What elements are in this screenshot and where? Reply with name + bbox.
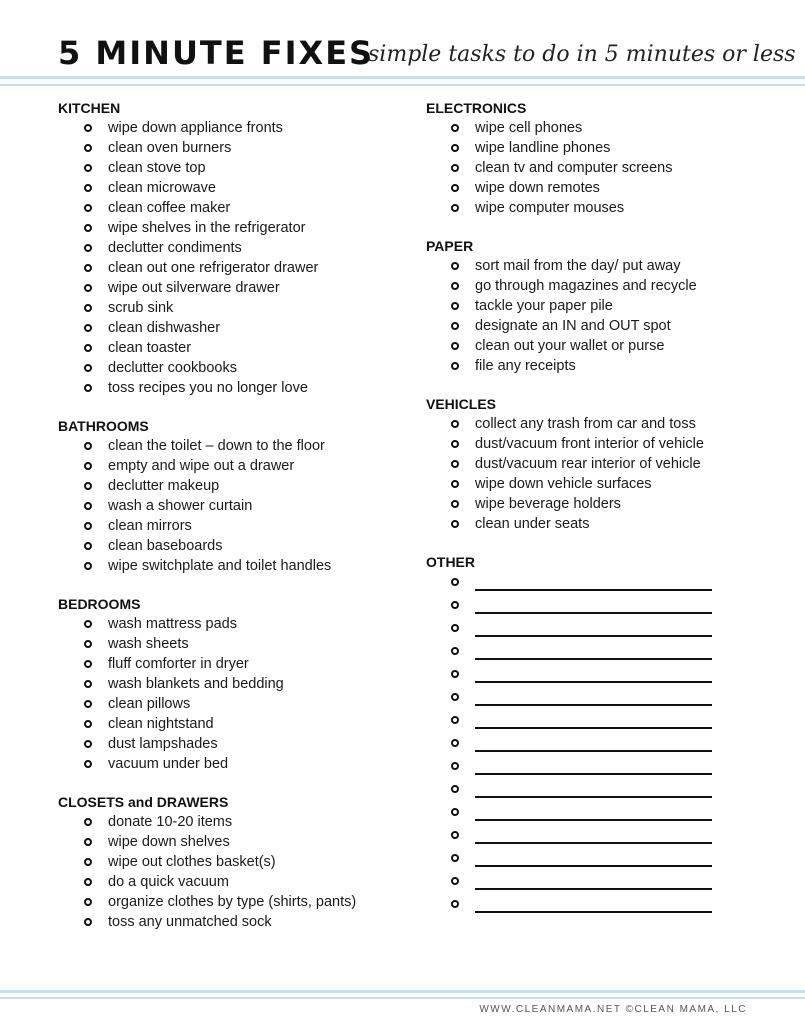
circle-bullet-icon	[84, 680, 92, 688]
checklist-item	[426, 336, 786, 356]
section-title: PAPER	[426, 238, 474, 254]
checklist-item-label: wipe switchplate and toilet handles	[108, 558, 332, 574]
write-in-line	[475, 773, 712, 775]
checklist-item-label: wipe landline phones	[475, 140, 611, 156]
circle-bullet-icon	[451, 808, 459, 816]
checklist-item-label: file any receipts	[475, 358, 576, 374]
checklist-item	[58, 496, 408, 516]
write-in-line	[475, 612, 712, 614]
checklist-item	[58, 892, 408, 912]
blank-entry	[426, 599, 786, 622]
checklist-item	[426, 356, 786, 376]
section-vehicles	[426, 394, 786, 534]
checklist-item-label: clean stove top	[108, 160, 206, 176]
circle-bullet-icon	[451, 624, 459, 632]
checklist-item	[58, 674, 408, 694]
circle-bullet-icon	[451, 302, 459, 310]
checklist-item-label: designate an IN and OUT spot	[475, 318, 671, 334]
checklist-item-label: sort mail from the day/ put away	[475, 258, 681, 274]
checklist-item	[58, 734, 408, 754]
circle-bullet-icon	[451, 440, 459, 448]
checklist-item	[58, 516, 408, 536]
checklist-item	[58, 832, 408, 852]
checklist-item-label: wipe down shelves	[108, 834, 230, 850]
circle-bullet-icon	[451, 184, 459, 192]
circle-bullet-icon	[451, 460, 459, 468]
circle-bullet-icon	[84, 384, 92, 392]
checklist-item-label: wipe out silverware drawer	[108, 280, 280, 296]
circle-bullet-icon	[84, 442, 92, 450]
checklist-item	[426, 296, 786, 316]
checklist-item-label: clean microwave	[108, 180, 216, 196]
checklist-item-label: declutter condiments	[108, 240, 242, 256]
circle-bullet-icon	[451, 164, 459, 172]
write-in-line	[475, 589, 712, 591]
header-rule-thin	[0, 84, 805, 86]
checklist-item	[58, 754, 408, 774]
circle-bullet-icon	[451, 520, 459, 528]
circle-bullet-icon	[84, 700, 92, 708]
circle-bullet-icon	[84, 244, 92, 252]
checklist-item	[58, 812, 408, 832]
blank-entry	[426, 829, 786, 852]
circle-bullet-icon	[84, 620, 92, 628]
circle-bullet-icon	[84, 224, 92, 232]
circle-bullet-icon	[84, 284, 92, 292]
checklist-item-label: wipe out clothes basket(s)	[108, 854, 276, 870]
checklist-item-label: wipe down vehicle surfaces	[475, 476, 652, 492]
circle-bullet-icon	[84, 482, 92, 490]
checklist-item	[58, 714, 408, 734]
blank-entry	[426, 852, 786, 875]
checklist-item	[426, 316, 786, 336]
footer-rule-thin	[0, 997, 805, 999]
checklist-item	[58, 178, 408, 198]
circle-bullet-icon	[84, 462, 92, 470]
checklist-item	[58, 298, 408, 318]
checklist-item	[58, 218, 408, 238]
circle-bullet-icon	[451, 342, 459, 350]
circle-bullet-icon	[84, 184, 92, 192]
circle-bullet-icon	[451, 480, 459, 488]
circle-bullet-icon	[451, 124, 459, 132]
circle-bullet-icon	[451, 854, 459, 862]
circle-bullet-icon	[84, 344, 92, 352]
circle-bullet-icon	[84, 858, 92, 866]
checklist-item	[58, 118, 408, 138]
circle-bullet-icon	[451, 362, 459, 370]
checklist-item	[426, 256, 786, 276]
checklist-item-label: wipe computer mouses	[475, 200, 625, 216]
circle-bullet-icon	[84, 364, 92, 372]
checklist-item-label: clean toaster	[108, 340, 192, 356]
checklist-item	[426, 434, 786, 454]
checklist-item-label: wash sheets	[108, 636, 189, 652]
checklist-item	[58, 476, 408, 496]
circle-bullet-icon	[451, 282, 459, 290]
checklist-item	[58, 456, 408, 476]
checklist-item	[58, 614, 408, 634]
checklist-item-label: wash mattress pads	[108, 616, 237, 632]
checklist-item	[426, 138, 786, 158]
checklist-item	[58, 338, 408, 358]
checklist-item-label: toss any unmatched sock	[108, 914, 272, 930]
checklist-item	[58, 258, 408, 278]
circle-bullet-icon	[451, 900, 459, 908]
section-bathrooms	[58, 416, 408, 576]
checklist-item	[426, 414, 786, 434]
checklist-item-label: dust/vacuum front interior of vehicle	[475, 436, 704, 452]
checklist-item-label: fluff comforter in dryer	[108, 656, 249, 672]
section-title: KITCHEN	[58, 100, 121, 116]
write-in-line	[475, 681, 712, 683]
checklist-item-label: clean baseboards	[108, 538, 223, 554]
checklist-item-label: wipe cell phones	[475, 120, 583, 136]
checklist-item	[58, 138, 408, 158]
checklist-item	[58, 634, 408, 654]
checklist-item	[426, 474, 786, 494]
checklist-item	[58, 318, 408, 338]
circle-bullet-icon	[84, 640, 92, 648]
write-in-line	[475, 865, 712, 867]
blank-entry	[426, 806, 786, 829]
circle-bullet-icon	[84, 918, 92, 926]
checklist-item	[58, 238, 408, 258]
checklist-item-label: clean out one refrigerator drawer	[108, 260, 319, 276]
circle-bullet-icon	[451, 500, 459, 508]
section-title: BEDROOMS	[58, 596, 141, 612]
checklist-item	[426, 494, 786, 514]
write-in-line	[475, 635, 712, 637]
blank-entry	[426, 737, 786, 760]
write-in-line	[475, 750, 712, 752]
section-title: OTHER	[426, 554, 475, 570]
checklist-item-label: clean under seats	[475, 516, 590, 532]
circle-bullet-icon	[84, 542, 92, 550]
checklist-item-label: toss recipes you no longer love	[108, 380, 308, 396]
checklist-item	[58, 872, 408, 892]
circle-bullet-icon	[451, 420, 459, 428]
checklist-item	[426, 514, 786, 534]
section-kitchen	[58, 98, 408, 398]
circle-bullet-icon	[451, 262, 459, 270]
checklist-item	[426, 118, 786, 138]
footer-credit: WWW.CLEANMAMA.NET ©CLEAN MAMA, LLC	[479, 1004, 747, 1015]
circle-bullet-icon	[84, 720, 92, 728]
page-subtitle: simple tasks to do in 5 minutes or less	[368, 42, 796, 67]
checklist-item-label: declutter makeup	[108, 478, 220, 494]
circle-bullet-icon	[451, 785, 459, 793]
checklist-item-label: organize clothes by type (shirts, pants)	[108, 894, 357, 910]
left-column	[58, 98, 408, 950]
circle-bullet-icon	[84, 760, 92, 768]
checklist-item-label: wipe beverage holders	[475, 496, 621, 512]
circle-bullet-icon	[451, 716, 459, 724]
checklist-item-label: wipe down remotes	[475, 180, 600, 196]
checklist-item-label: scrub sink	[108, 300, 174, 316]
checklist-item-label: clean oven burners	[108, 140, 232, 156]
checklist-item-label: dust lampshades	[108, 736, 218, 752]
checklist-item-label: declutter cookbooks	[108, 360, 237, 376]
circle-bullet-icon	[84, 878, 92, 886]
page-header	[0, 0, 805, 95]
circle-bullet-icon	[84, 264, 92, 272]
checklist-item-label: tackle your paper pile	[475, 298, 613, 314]
checklist-item-label: clean nightstand	[108, 716, 214, 732]
checklist-item	[58, 694, 408, 714]
section-paper	[426, 236, 786, 376]
circle-bullet-icon	[451, 670, 459, 678]
circle-bullet-icon	[84, 304, 92, 312]
checklist-item	[58, 556, 408, 576]
circle-bullet-icon	[451, 647, 459, 655]
blank-entry	[426, 576, 786, 599]
checklist-item-label: wash blankets and bedding	[108, 676, 284, 692]
blank-entry	[426, 668, 786, 691]
circle-bullet-icon	[84, 838, 92, 846]
circle-bullet-icon	[84, 502, 92, 510]
circle-bullet-icon	[84, 124, 92, 132]
section-other	[426, 552, 786, 921]
circle-bullet-icon	[451, 578, 459, 586]
checklist-item-label: donate 10-20 items	[108, 814, 233, 830]
checklist-item-label: clean pillows	[108, 696, 191, 712]
blank-entry	[426, 760, 786, 783]
circle-bullet-icon	[84, 204, 92, 212]
checklist-item	[58, 278, 408, 298]
checklist-item-label: dust/vacuum rear interior of vehicle	[475, 456, 701, 472]
checklist-item-label: do a quick vacuum	[108, 874, 229, 890]
circle-bullet-icon	[84, 660, 92, 668]
checklist-item	[58, 654, 408, 674]
circle-bullet-icon	[84, 522, 92, 530]
right-column	[426, 98, 786, 939]
circle-bullet-icon	[451, 877, 459, 885]
section-title: VEHICLES	[426, 396, 497, 412]
section-bedrooms	[58, 594, 408, 774]
circle-bullet-icon	[451, 601, 459, 609]
circle-bullet-icon	[451, 693, 459, 701]
checklist-item	[58, 536, 408, 556]
blank-entry	[426, 645, 786, 668]
checklist-item-label: clean mirrors	[108, 518, 192, 534]
checklist-item-label: wipe shelves in the refrigerator	[108, 220, 306, 236]
write-in-line	[475, 727, 712, 729]
checklist-item-label: wash a shower curtain	[108, 498, 253, 514]
section-title: CLOSETS and DRAWERS	[58, 794, 229, 810]
section-closets-and-drawers	[58, 792, 408, 932]
section-electronics	[426, 98, 786, 218]
checklist-item	[58, 158, 408, 178]
header-rule-thick	[0, 76, 805, 79]
blank-entry	[426, 622, 786, 645]
checklist-item	[58, 198, 408, 218]
checklist-item-label: clean dishwasher	[108, 320, 221, 336]
write-in-line	[475, 911, 712, 913]
checklist-item	[426, 454, 786, 474]
circle-bullet-icon	[84, 562, 92, 570]
write-in-line	[475, 796, 712, 798]
checklist-item-label: clean tv and computer screens	[475, 160, 673, 176]
circle-bullet-icon	[84, 324, 92, 332]
checklist-item-label: clean out your wallet or purse	[475, 338, 665, 354]
checklist-item	[426, 276, 786, 296]
checklist-item-label: collect any trash from car and toss	[475, 416, 696, 432]
write-in-line	[475, 658, 712, 660]
checklist-item	[426, 198, 786, 218]
write-in-line	[475, 842, 712, 844]
page-title: 5 MINUTE FIXES	[58, 34, 375, 72]
circle-bullet-icon	[84, 164, 92, 172]
section-title: BATHROOMS	[58, 418, 149, 434]
circle-bullet-icon	[451, 144, 459, 152]
checklist-item-label: wipe down appliance fronts	[108, 120, 283, 136]
circle-bullet-icon	[84, 144, 92, 152]
checklist-item	[58, 852, 408, 872]
checklist-item-label: clean coffee maker	[108, 200, 231, 216]
checklist-item-label: empty and wipe out a drawer	[108, 458, 295, 474]
circle-bullet-icon	[84, 740, 92, 748]
circle-bullet-icon	[451, 831, 459, 839]
circle-bullet-icon	[84, 898, 92, 906]
blank-entry	[426, 875, 786, 898]
checklist-item	[58, 912, 408, 932]
checklist-item-label: clean the toilet – down to the floor	[108, 438, 325, 454]
checklist-item	[58, 378, 408, 398]
section-title: ELECTRONICS	[426, 100, 527, 116]
blank-entry	[426, 691, 786, 714]
write-in-line	[475, 819, 712, 821]
blank-entry	[426, 898, 786, 921]
circle-bullet-icon	[451, 739, 459, 747]
circle-bullet-icon	[84, 818, 92, 826]
circle-bullet-icon	[451, 322, 459, 330]
checklist-item	[58, 436, 408, 456]
checklist-item	[426, 178, 786, 198]
checklist-item	[426, 158, 786, 178]
checklist-item	[58, 358, 408, 378]
checklist-item-label: vacuum under bed	[108, 756, 229, 772]
footer-rule-thick	[0, 990, 805, 993]
circle-bullet-icon	[451, 762, 459, 770]
blank-entry	[426, 714, 786, 737]
write-in-line	[475, 704, 712, 706]
circle-bullet-icon	[451, 204, 459, 212]
checklist-item-label: go through magazines and recycle	[475, 278, 697, 294]
blank-entry	[426, 783, 786, 806]
write-in-line	[475, 888, 712, 890]
